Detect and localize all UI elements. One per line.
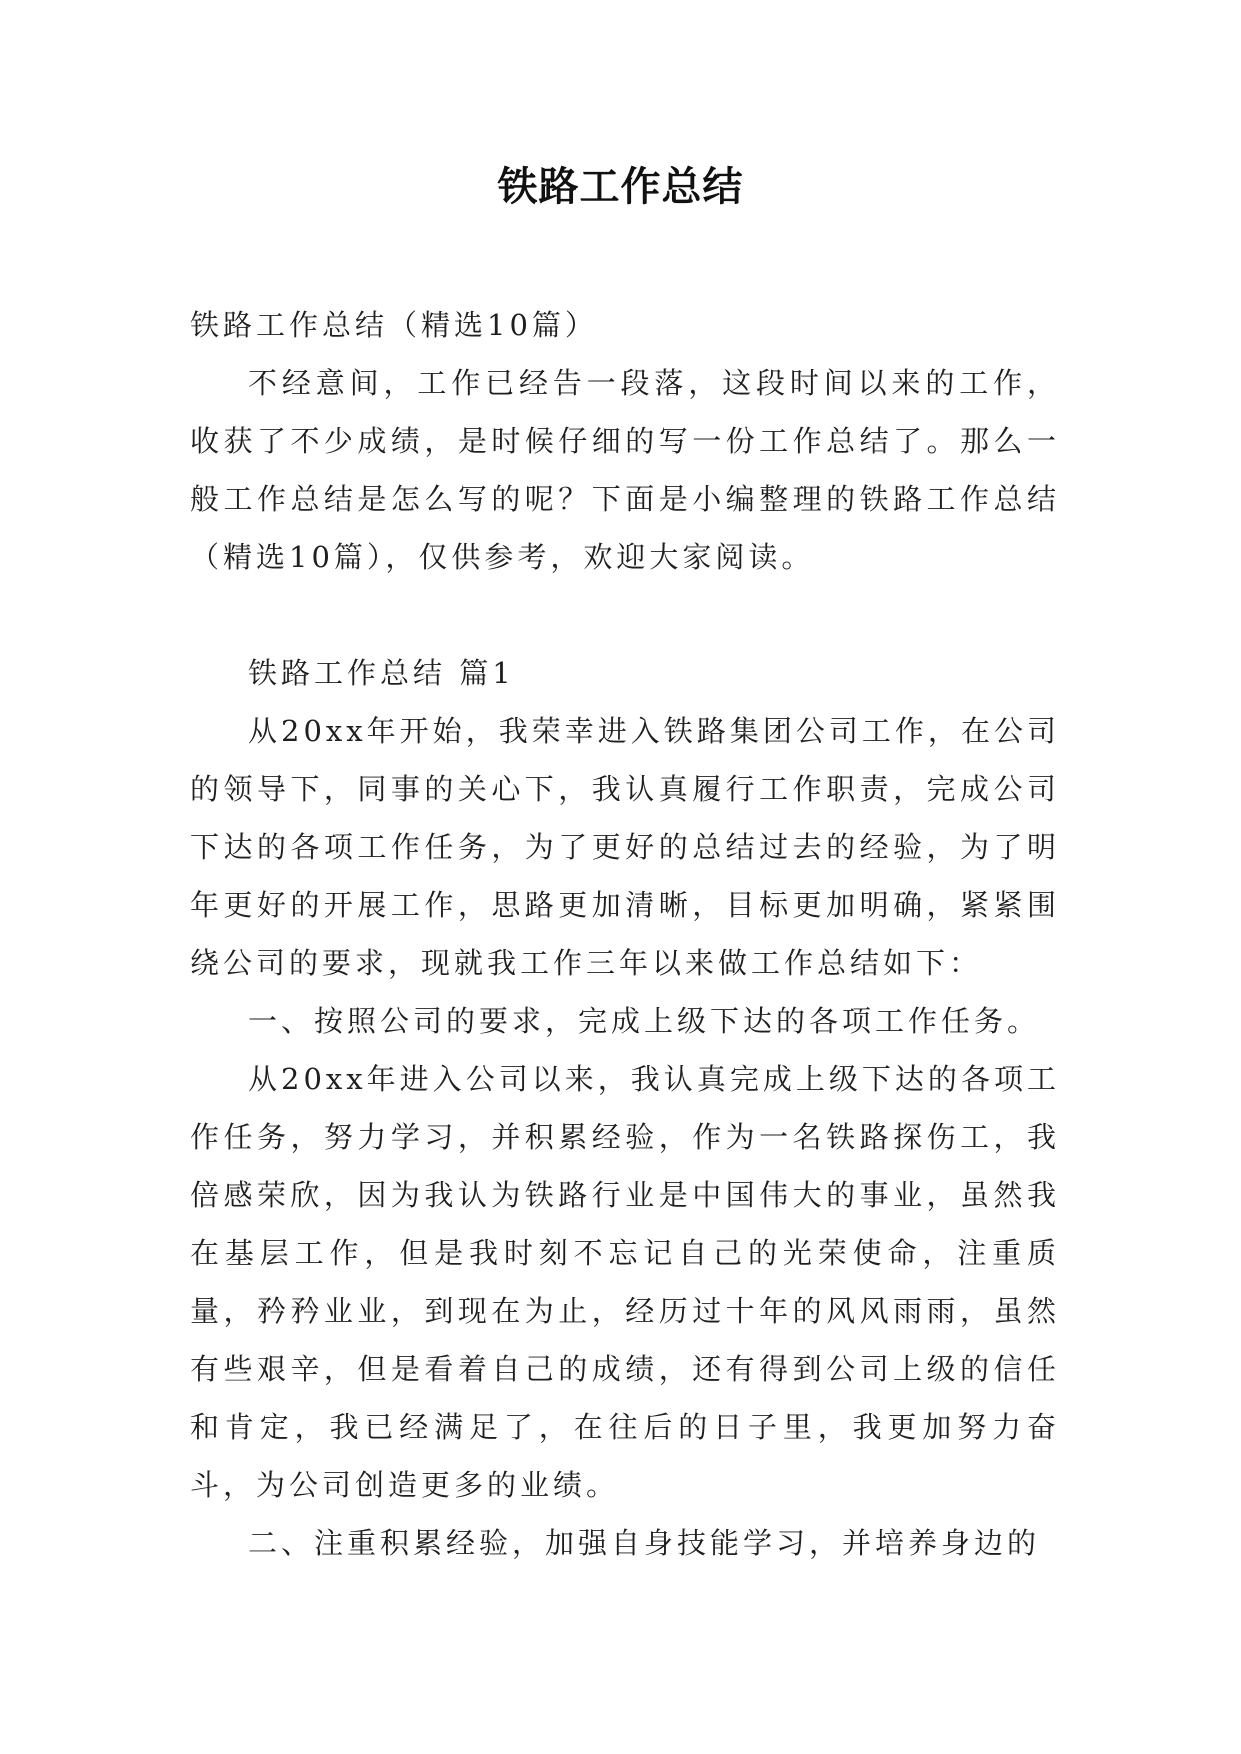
section-heading: 铁路工作总结 篇1 bbox=[248, 656, 515, 690]
body-paragraph: 从20xx年进入公司以来，我认真完成上级下达的各项工作任务，努力学习，并积累经验，作为一名铁路探伤工，我倍感荣欣，因为我认为铁路行业是中国伟大的事业，虽然我在基层工作，但是我时刻不忘记自己的光荣使命，注重质量，矜矜业业，到现在为止，经历过十年的风风雨雨，虽然有些艰辛，但是看着自己的成绩，还有得到公司上级的信任和肯定，我已经满足了，在往后的日子里，我更加努力奋斗，为公司创造更多的业绩。 bbox=[190, 1062, 1060, 1502]
document-subtitle: 铁路工作总结（精选10篇） bbox=[190, 308, 598, 342]
intro-paragraph: 不经意间，工作已经告一段落，这段时间以来的工作，收获了不少成绩，是时候仔细的写一份工作总结了。那么一般工作总结是怎么写的呢？下面是小编整理的铁路工作总结（精选10篇），仅供参考，欢迎大家阅读。 bbox=[190, 366, 1060, 574]
body-paragraph: 二、注重积累经验，加强自身技能学习，并培养身边的 bbox=[248, 1526, 1041, 1560]
body-paragraph: 一、按照公司的要求，完成上级下达的各项工作任务。 bbox=[248, 1004, 1041, 1038]
body-paragraph: 从20xx年开始，我荣幸进入铁路集团公司工作，在公司的领导下，同事的关心下，我认真履行工作职责，完成公司下达的各项工作任务，为了更好的总结过去的经验，为了明年更好的开展工作，思路更加清晰，目标更加明确，紧紧围绕公司的要求，现就我工作三年以来做工作总结如下： bbox=[190, 714, 1060, 980]
document-body bbox=[190, 296, 1060, 1572]
paragraph-gap bbox=[190, 586, 1060, 644]
document-title: 铁路工作总结 bbox=[497, 163, 744, 210]
